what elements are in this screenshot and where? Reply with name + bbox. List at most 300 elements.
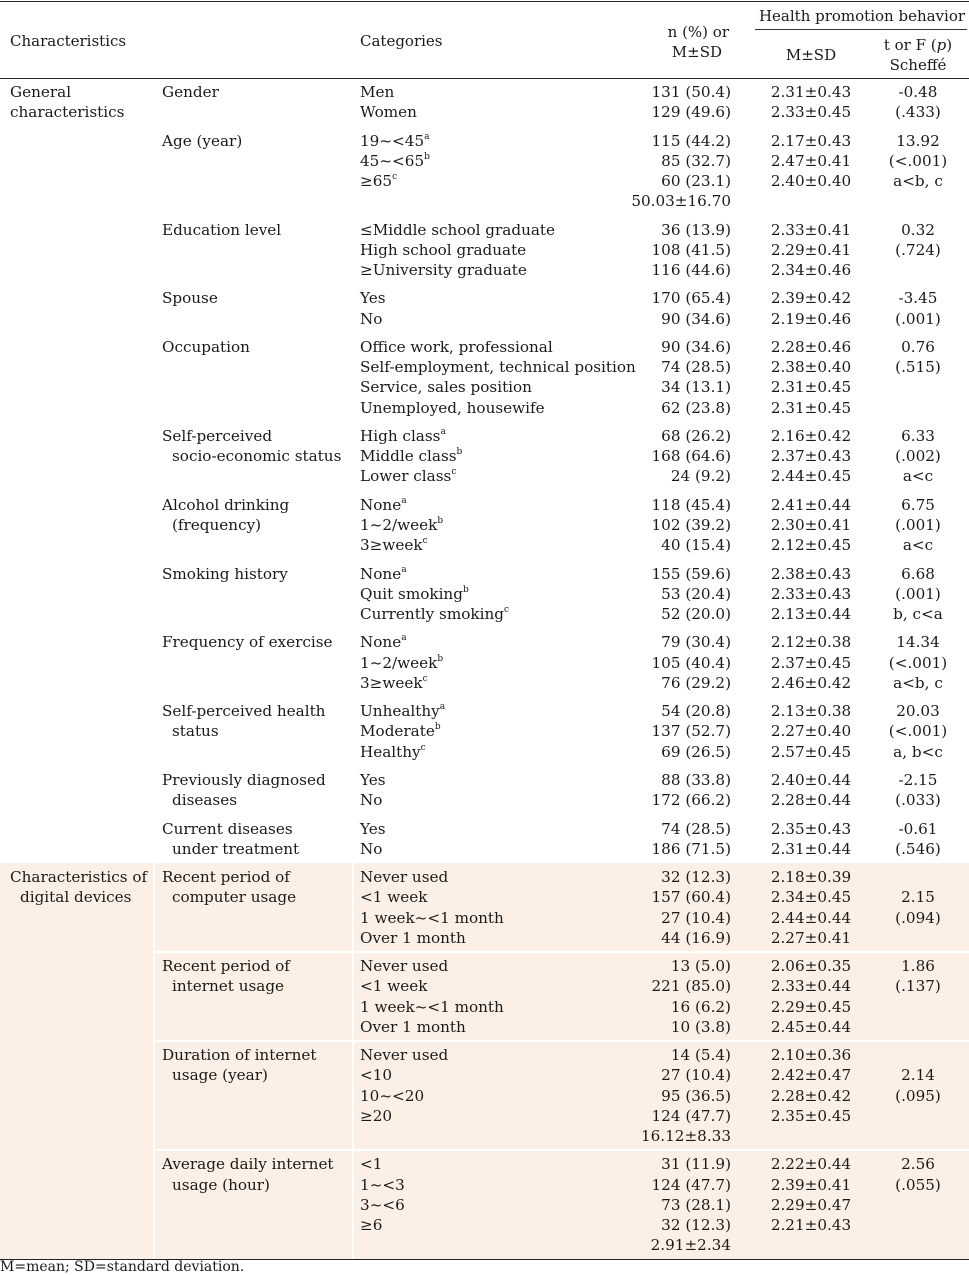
test-cell: (.002)	[895, 447, 941, 466]
category-text: ≤Middle school graduate	[360, 220, 555, 239]
test-cell: (.001)	[895, 515, 941, 534]
row-msd-values	[755, 564, 867, 625]
category-text: High school graduate	[360, 240, 527, 259]
row-characteristic	[162, 701, 352, 741]
test-cell: 6.33	[901, 427, 935, 445]
test-cell: (<.001)	[888, 151, 948, 170]
row-categories	[360, 867, 640, 948]
category-superscript: b	[437, 653, 444, 664]
category-cell	[360, 357, 640, 377]
category-text: Over 1 month	[360, 928, 466, 947]
category-superscript: a	[401, 564, 407, 575]
n-cell: 88 (33.8)	[661, 771, 731, 789]
characteristic-label: Smoking history	[162, 564, 288, 583]
test-cell: b, c<a	[893, 604, 943, 623]
msd-cell: 2.30±0.41	[770, 515, 852, 534]
msd-cell: 2.31±0.45	[770, 398, 852, 417]
category-superscript: a	[401, 633, 407, 644]
msd-cell: 2.39±0.42	[770, 289, 852, 308]
n-cell: 44 (16.9)	[661, 928, 731, 947]
category-cell	[360, 790, 640, 810]
characteristic-label: usage (hour)	[172, 1175, 270, 1194]
msd-cell: 2.34±0.45	[770, 888, 852, 907]
category-cell	[360, 288, 640, 308]
category-text: Unhealthy	[360, 702, 440, 721]
msd-cell: 2.29±0.45	[770, 997, 852, 1016]
test-cell	[867, 928, 969, 948]
msd-cell: 2.35±0.45	[770, 1106, 852, 1125]
msd-cell: 2.18±0.39	[770, 868, 852, 887]
category-text: Moderate	[360, 722, 435, 741]
row-n-values	[610, 819, 731, 859]
test-cell: (.546)	[895, 839, 941, 858]
section-name-line: digital devices	[20, 888, 132, 907]
category-cell	[360, 867, 640, 887]
row-msd-values	[755, 867, 867, 948]
test-cell: 1.86	[901, 957, 935, 976]
category-superscript: b	[434, 722, 441, 733]
row-characteristic	[162, 220, 352, 240]
column-separator	[153, 863, 155, 1259]
n-cell: 50.03±16.70	[631, 192, 731, 211]
test-cell: (.001)	[895, 584, 941, 603]
test-cell: -0.61	[898, 819, 938, 838]
row-characteristic	[162, 819, 352, 859]
n-cell: 10 (3.8)	[670, 1017, 731, 1036]
row-characteristic	[162, 867, 352, 907]
category-text: Currently smoking	[360, 604, 504, 623]
n-cell: 60 (23.1)	[661, 171, 731, 190]
group-separator	[153, 1149, 969, 1151]
row-categories	[360, 220, 640, 281]
test-cell: 2.56	[901, 1155, 935, 1174]
row-characteristic	[162, 1045, 352, 1085]
n-cell: 85 (32.7)	[661, 151, 731, 170]
characteristic-label: Current diseases	[162, 819, 293, 838]
category-cell	[360, 1017, 640, 1037]
characteristic-label: Occupation	[162, 338, 250, 356]
row-categories	[360, 426, 640, 487]
msd-cell: 2.28±0.42	[770, 1086, 852, 1105]
row-test-values	[867, 701, 969, 762]
category-text: 1 week~<1 month	[360, 908, 504, 927]
category-text: Yes	[360, 289, 386, 308]
category-superscript: b	[462, 584, 469, 595]
category-cell	[360, 151, 640, 171]
msd-cell: 2.38±0.43	[770, 564, 852, 583]
row-n-values	[610, 701, 731, 762]
test-cell: (<.001)	[888, 722, 948, 741]
test-cell	[867, 1126, 969, 1146]
category-cell	[360, 220, 640, 240]
n-cell: 27 (10.4)	[661, 908, 731, 927]
section-name	[10, 82, 155, 122]
category-cell	[360, 1235, 640, 1255]
category-text: No	[360, 839, 383, 858]
category-superscript: b	[437, 515, 444, 526]
test-cell: (.094)	[895, 908, 941, 927]
n-cell: 34 (13.1)	[661, 378, 731, 397]
test-cell: 20.03	[896, 702, 940, 721]
row-characteristic	[162, 495, 352, 535]
section-name-line: characteristics	[10, 103, 125, 122]
row-msd-values	[755, 956, 867, 1037]
category-cell	[360, 1215, 640, 1235]
row-categories	[360, 701, 640, 762]
category-cell	[360, 260, 640, 280]
test-cell: (.137)	[895, 977, 941, 996]
category-cell	[360, 653, 640, 673]
row-msd-values	[755, 288, 867, 328]
category-text: Never used	[360, 957, 449, 976]
category-cell	[360, 839, 640, 859]
n-cell: 54 (20.8)	[661, 702, 731, 721]
test-cell	[867, 1017, 969, 1037]
n-cell: 16.12±8.33	[640, 1126, 731, 1145]
msd-cell: 2.45±0.44	[770, 1017, 852, 1036]
row-categories	[360, 1154, 640, 1255]
msd-cell: 2.47±0.41	[770, 151, 852, 170]
category-superscript: b	[456, 447, 463, 458]
msd-cell: 2.33±0.41	[770, 220, 852, 239]
row-categories	[360, 564, 640, 625]
test-cell: 0.32	[901, 220, 935, 239]
category-text: None	[360, 633, 402, 652]
n-cell: 68 (26.2)	[661, 427, 731, 445]
row-msd-values	[755, 495, 867, 556]
msd-cell: 2.34±0.46	[770, 260, 852, 279]
row-msd-values	[755, 82, 867, 122]
test-cell: (.001)	[895, 309, 941, 328]
row-test-values	[867, 867, 969, 948]
characteristic-label: Self-perceived	[162, 427, 273, 445]
section-name	[10, 867, 155, 907]
category-text: Women	[360, 103, 417, 122]
n-cell: 74 (28.5)	[661, 358, 731, 377]
row-n-values	[610, 426, 731, 487]
characteristic-label: Education level	[162, 220, 282, 239]
row-n-values	[610, 288, 731, 328]
characteristic-label: Spouse	[162, 289, 218, 308]
category-cell	[360, 673, 640, 693]
test-cell: a<b, c	[893, 673, 943, 692]
row-msd-values	[755, 701, 867, 762]
n-cell: 157 (60.4)	[651, 888, 731, 907]
category-cell	[360, 1154, 640, 1174]
row-characteristic	[162, 632, 352, 652]
category-cell	[360, 495, 640, 515]
test-cell: 6.75	[901, 495, 935, 514]
row-test-values	[867, 495, 969, 556]
msd-cell	[755, 1235, 867, 1255]
msd-cell: 2.27±0.40	[770, 722, 852, 741]
row-test-values	[867, 564, 969, 625]
category-cell	[360, 102, 640, 122]
category-cell	[360, 446, 640, 466]
category-cell	[360, 1175, 640, 1195]
msd-cell	[755, 191, 867, 211]
category-cell	[360, 976, 640, 996]
category-text: None	[360, 495, 402, 514]
category-text: 3~<6	[360, 1195, 405, 1214]
category-text: Never used	[360, 868, 449, 887]
characteristic-label: Gender	[162, 83, 219, 101]
msd-cell: 2.31±0.43	[770, 83, 852, 101]
msd-cell: 2.37±0.43	[770, 447, 852, 466]
test-cell: a<c	[902, 536, 934, 555]
characteristic-label: (frequency)	[172, 515, 262, 534]
n-cell: 168 (64.6)	[651, 447, 731, 466]
category-cell	[360, 82, 640, 102]
row-characteristic	[162, 288, 352, 308]
row-n-values	[610, 1154, 731, 1255]
category-text: 10~<20	[360, 1086, 425, 1105]
category-cell	[360, 1065, 640, 1085]
row-n-values	[610, 632, 731, 693]
category-text: 1~2/week	[360, 653, 438, 672]
category-cell	[360, 131, 640, 151]
category-text: Over 1 month	[360, 1017, 466, 1036]
row-n-values	[610, 220, 731, 281]
row-categories	[360, 82, 640, 122]
test-cell: 2.14	[901, 1066, 935, 1085]
row-n-values	[610, 131, 731, 212]
category-superscript: c	[420, 742, 426, 753]
characteristic-label: Recent period of	[162, 868, 290, 887]
test-cell: (.055)	[895, 1175, 941, 1194]
test-cell	[867, 1195, 969, 1215]
msd-cell: 2.35±0.43	[770, 819, 852, 838]
n-cell: 14 (5.4)	[670, 1046, 731, 1065]
category-text: Quit smoking	[360, 584, 463, 603]
msd-cell: 2.16±0.42	[770, 427, 852, 445]
row-characteristic	[162, 564, 352, 584]
row-n-values	[610, 82, 731, 122]
test-cell	[867, 191, 969, 211]
test-cell	[867, 867, 969, 887]
row-categories	[360, 131, 640, 212]
category-cell	[360, 770, 640, 790]
msd-cell: 2.33±0.44	[770, 977, 852, 996]
n-cell: 74 (28.5)	[661, 819, 731, 838]
row-n-values	[610, 867, 731, 948]
row-n-values	[610, 1045, 731, 1146]
category-cell	[360, 377, 640, 397]
row-test-values	[867, 131, 969, 212]
n-cell: 131 (50.4)	[651, 83, 731, 101]
n-cell: 116 (44.6)	[651, 260, 731, 279]
test-cell: 6.68	[901, 564, 935, 583]
test-cell: (<.001)	[888, 653, 948, 672]
category-superscript: c	[392, 171, 398, 182]
category-text: Office work, professional	[360, 338, 553, 356]
category-cell	[360, 956, 640, 976]
msd-cell: 2.06±0.35	[770, 957, 852, 976]
category-superscript: c	[422, 536, 428, 547]
msd-cell: 2.31±0.44	[770, 839, 852, 858]
test-cell: 13.92	[896, 131, 940, 150]
characteristic-label: Age (year)	[162, 131, 243, 150]
test-cell	[867, 260, 969, 280]
category-text: ≥6	[360, 1215, 383, 1234]
msd-cell: 2.28±0.44	[770, 791, 852, 810]
category-superscript: b	[424, 151, 430, 162]
category-text: ≥20	[360, 1106, 393, 1125]
row-msd-values	[755, 337, 867, 418]
category-cell	[360, 584, 640, 604]
header-sub-rule	[755, 29, 967, 30]
category-text: 1 week~<1 month	[360, 997, 504, 1016]
n-cell: 118 (45.4)	[651, 495, 731, 514]
n-cell: 115 (44.2)	[651, 131, 731, 150]
msd-cell: 2.57±0.45	[770, 742, 852, 761]
n-cell: 53 (20.4)	[661, 584, 731, 603]
n-cell: 102 (39.2)	[651, 515, 731, 534]
row-n-values	[610, 495, 731, 556]
characteristic-label: Recent period of	[162, 957, 290, 976]
header-health-promotion: Health promotion behavior	[758, 7, 966, 25]
characteristic-label: Previously diagnosed	[162, 771, 326, 789]
category-cell	[360, 535, 640, 555]
header-msd: M±SD	[785, 46, 837, 64]
row-msd-values	[755, 220, 867, 281]
row-categories	[360, 819, 640, 859]
n-cell: 69 (26.5)	[661, 742, 731, 761]
category-superscript: a	[424, 131, 430, 142]
category-text: Men	[360, 83, 395, 101]
n-cell: 90 (34.6)	[661, 309, 731, 328]
category-superscript: a	[439, 702, 446, 713]
n-cell: 13 (5.0)	[670, 957, 731, 976]
n-cell: 95 (36.5)	[661, 1086, 731, 1105]
row-characteristic	[162, 82, 352, 102]
category-text: None	[360, 564, 402, 583]
n-cell: 186 (71.5)	[651, 839, 731, 858]
category-text: 1~2/week	[360, 515, 438, 534]
n-cell: 137 (52.7)	[651, 722, 731, 741]
category-cell	[360, 564, 640, 584]
n-cell: 172 (66.2)	[651, 791, 731, 810]
n-cell: 27 (10.4)	[661, 1066, 731, 1085]
row-characteristic	[162, 131, 352, 151]
category-cell	[360, 398, 640, 418]
category-text: Healthy	[360, 742, 421, 761]
msd-cell: 2.42±0.47	[770, 1066, 852, 1085]
n-cell: 221 (85.0)	[651, 977, 731, 996]
category-text: High class	[360, 427, 441, 445]
category-text: <1 week	[360, 888, 428, 907]
test-cell: 14.34	[896, 633, 940, 652]
characteristic-label: Frequency of exercise	[162, 633, 333, 652]
test-cell	[867, 997, 969, 1017]
characteristic-label: status	[172, 722, 219, 741]
row-test-values	[867, 770, 969, 810]
msd-cell: 2.28±0.46	[770, 338, 852, 356]
row-categories	[360, 495, 640, 556]
test-cell: 0.76	[901, 338, 935, 356]
category-cell	[360, 240, 640, 260]
column-separator	[352, 863, 354, 1259]
header-n-line1: n (%) or	[667, 23, 729, 41]
test-cell: (.433)	[895, 103, 941, 122]
category-text: Unemployed, housewife	[360, 398, 545, 417]
table-footnote: M=mean; SD=standard deviation.	[0, 1259, 245, 1275]
characteristic-label: Duration of internet	[162, 1046, 317, 1065]
category-cell	[360, 171, 640, 191]
category-cell	[360, 337, 640, 357]
category-text: 1~<3	[360, 1175, 405, 1194]
n-cell: 124 (47.7)	[651, 1106, 731, 1125]
row-msd-values	[755, 1154, 867, 1255]
msd-cell: 2.27±0.41	[770, 928, 852, 947]
category-cell	[360, 1086, 640, 1106]
test-cell: a<c	[902, 467, 934, 486]
n-cell: 79 (30.4)	[661, 633, 731, 652]
n-cell: 31 (11.9)	[661, 1155, 731, 1174]
n-cell: 170 (65.4)	[651, 289, 731, 308]
msd-cell: 2.38±0.40	[770, 358, 852, 377]
test-cell: (.033)	[895, 791, 941, 810]
category-cell	[360, 632, 640, 652]
category-cell	[360, 1126, 640, 1146]
category-cell	[360, 1106, 640, 1126]
row-n-values	[610, 337, 731, 418]
category-text: Yes	[360, 819, 386, 838]
test-cell: -0.48	[898, 83, 938, 101]
category-cell	[360, 1045, 640, 1065]
row-categories	[360, 632, 640, 693]
msd-cell: 2.40±0.40	[770, 171, 852, 190]
group-separator	[153, 1040, 969, 1042]
test-cell: a<b, c	[893, 171, 943, 190]
n-cell: 52 (20.0)	[661, 604, 731, 623]
row-characteristic	[162, 956, 352, 996]
row-characteristic	[162, 770, 352, 810]
category-cell	[360, 819, 640, 839]
characteristic-label: internet usage	[172, 977, 285, 996]
category-cell	[360, 887, 640, 907]
header-n-line2: M±SD	[671, 43, 722, 61]
row-test-values	[867, 1045, 969, 1146]
header-tf-line2: Scheffé	[889, 56, 947, 74]
msd-cell: 2.44±0.45	[770, 467, 852, 486]
n-cell: 124 (47.7)	[651, 1175, 731, 1194]
category-cell	[360, 1195, 640, 1215]
n-cell: 40 (15.4)	[661, 536, 731, 555]
msd-cell	[755, 1126, 867, 1146]
test-cell: -2.15	[898, 771, 938, 789]
category-text: No	[360, 791, 383, 810]
category-text: Lower class	[360, 467, 452, 486]
row-test-values	[867, 632, 969, 693]
n-cell: 90 (34.6)	[661, 338, 731, 356]
msd-cell: 2.44±0.44	[770, 908, 852, 927]
msd-cell: 2.33±0.43	[770, 584, 852, 603]
row-test-values	[867, 220, 969, 281]
msd-cell: 2.40±0.44	[770, 771, 852, 789]
msd-cell: 2.31±0.45	[770, 378, 852, 397]
category-cell	[360, 191, 640, 211]
category-cell	[360, 309, 640, 329]
category-cell	[360, 721, 640, 741]
characteristic-label: diseases	[172, 791, 237, 810]
category-cell	[360, 604, 640, 624]
category-text: Never used	[360, 1046, 449, 1065]
test-cell	[867, 377, 969, 397]
test-cell: (.724)	[895, 240, 941, 259]
category-cell	[360, 426, 640, 446]
n-cell: 129 (49.6)	[651, 103, 731, 122]
